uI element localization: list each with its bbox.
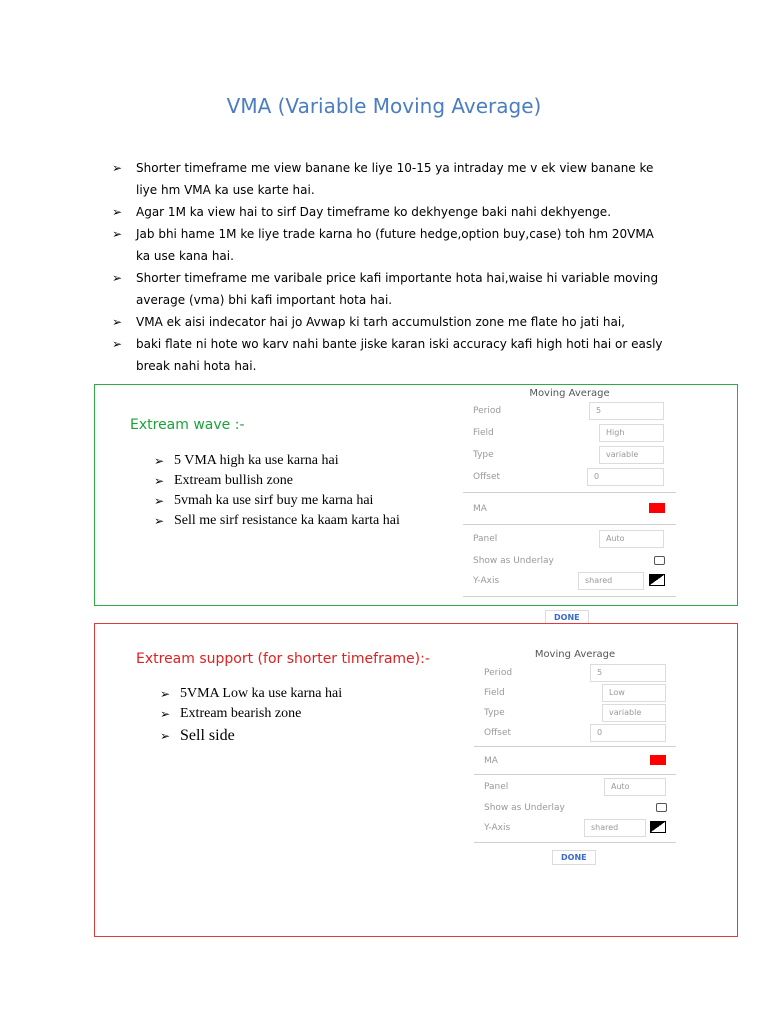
type-label: Type — [473, 450, 494, 460]
offset-row — [463, 468, 676, 488]
panel-title: Moving Average — [534, 649, 616, 660]
list-item — [160, 704, 342, 724]
period-label: Period — [484, 668, 513, 678]
period-input[interactable]: 5 — [589, 402, 664, 420]
intro-bullet — [112, 157, 672, 201]
list-item — [154, 471, 400, 491]
yaxis-label: Y-Axis — [473, 576, 500, 586]
ma-row — [474, 752, 676, 772]
arrow-bullet-icon: ➢ — [112, 205, 123, 219]
offset-row — [474, 724, 676, 744]
arrow-bullet-icon: ➢ — [160, 687, 171, 701]
panel-row — [463, 530, 676, 550]
intro-bullet — [112, 201, 672, 223]
field-label: Field — [473, 428, 494, 438]
page-title: VMA (Variable Moving Average) — [226, 94, 542, 118]
arrow-bullet-icon: ➢ — [154, 494, 165, 508]
intro-bullet-text: Shorter timeframe me view banane ke liye 10-15 ya intraday me v ek view banane ke — [136, 161, 654, 175]
extream-support-list — [160, 684, 342, 748]
arrow-bullet-icon: ➢ — [160, 707, 171, 721]
list-item — [154, 511, 400, 531]
list-item — [154, 451, 400, 471]
arrow-bullet-icon: ➢ — [112, 337, 123, 351]
intro-bullet-list — [112, 157, 672, 377]
ma-color-swatch[interactable] — [649, 503, 665, 513]
panel-label: Panel — [484, 782, 509, 792]
field-row — [474, 684, 676, 704]
underlay-row — [463, 552, 676, 572]
panel-row — [474, 778, 676, 798]
yaxis-select[interactable]: shared — [578, 572, 644, 590]
underlay-checkbox[interactable] — [656, 803, 667, 812]
ma-row — [463, 500, 676, 520]
type-row — [463, 446, 676, 466]
panel-title: Moving Average — [529, 388, 610, 399]
arrow-bullet-icon: ➢ — [112, 227, 123, 241]
period-input[interactable]: 5 — [590, 664, 666, 682]
list-item-text: 5 VMA high ka use karna hai — [174, 453, 339, 468]
intro-bullet-text: liye hm VMA ka use karte hai. — [136, 183, 315, 197]
type-select[interactable]: variable — [602, 704, 666, 722]
list-item — [154, 491, 400, 511]
list-item-text: Extream bullish zone — [174, 473, 293, 488]
offset-input[interactable]: 0 — [590, 724, 666, 742]
period-row — [474, 664, 676, 684]
intro-bullet-text: Shorter timeframe me varibale price kafi importante hota hai,waise hi variable moving — [136, 271, 659, 285]
underlay-label: Show as Underlay — [473, 556, 554, 566]
divider — [474, 774, 676, 775]
intro-bullet — [112, 333, 672, 377]
intro-bullet — [112, 223, 672, 267]
extream-wave-list — [154, 451, 400, 531]
moving-average-settings-panel — [474, 648, 676, 844]
intro-bullet-text: break nahi hota hai. — [136, 359, 257, 373]
intro-bullet-text: average (vma) bhi kafi important hota hai. — [136, 293, 393, 307]
arrow-bullet-icon: ➢ — [112, 161, 123, 175]
field-select[interactable]: High — [599, 424, 664, 442]
panel-select[interactable]: Auto — [599, 530, 664, 548]
intro-bullet-text: ka use kana hai. — [136, 249, 234, 263]
arrow-bullet-icon: ➢ — [160, 729, 171, 743]
intro-bullet-text: baki flate ni hote wo karv nahi bante jiske karan iski accuracy kafi high hoti hai or easly — [136, 337, 663, 351]
list-item-text: Extream bearish zone — [180, 706, 302, 721]
offset-input[interactable]: 0 — [587, 468, 664, 486]
yaxis-select[interactable]: shared — [584, 819, 646, 837]
period-label: Period — [473, 406, 502, 416]
list-item-text: Sell me sirf resistance ka kaam karta hai — [174, 513, 400, 528]
divider — [474, 746, 676, 747]
done-button[interactable]: DONE — [545, 610, 589, 625]
panel-label: Panel — [473, 534, 498, 544]
list-item-text: Sell side — [180, 727, 235, 744]
intro-bullet-text: Jab bhi hame 1M ke liye trade karna ho (future hedge,option buy,case) toh hm 20VMA — [136, 227, 654, 241]
intro-bullet — [112, 267, 672, 311]
ma-label: MA — [484, 756, 498, 766]
offset-label: Offset — [473, 472, 501, 482]
offset-label: Offset — [484, 728, 512, 738]
underlay-label: Show as Underlay — [484, 803, 565, 813]
ma-color-swatch[interactable] — [650, 755, 666, 765]
panel-select[interactable]: Auto — [604, 778, 666, 796]
intro-bullet-text: VMA ek aisi indecator hai jo Avwap ki tarh accumulstion zone me flate ho jati hai, — [136, 315, 625, 329]
period-row — [463, 402, 676, 422]
underlay-row — [474, 799, 676, 819]
divider — [463, 524, 676, 525]
arrow-bullet-icon: ➢ — [112, 271, 123, 285]
arrow-bullet-icon: ➢ — [112, 315, 123, 329]
arrow-bullet-icon: ➢ — [154, 474, 165, 488]
type-row — [474, 704, 676, 724]
intro-bullet — [112, 311, 672, 333]
field-label: Field — [484, 688, 505, 698]
divider — [463, 596, 676, 597]
extream-support-heading: Extream support (for shorter timeframe):- — [136, 651, 430, 667]
arrow-bullet-icon: ➢ — [154, 514, 165, 528]
field-select[interactable]: Low — [602, 684, 666, 702]
type-label: Type — [484, 708, 505, 718]
yaxis-row — [474, 819, 676, 839]
yaxis-label: Y-Axis — [484, 823, 511, 833]
divider — [463, 492, 676, 493]
field-row — [463, 424, 676, 444]
extream-wave-heading: Extream wave :- — [130, 417, 245, 433]
divider — [474, 842, 676, 843]
axis-position-icon[interactable] — [650, 821, 666, 833]
underlay-checkbox[interactable] — [654, 556, 665, 565]
type-select[interactable]: variable — [599, 446, 664, 464]
list-item-text: 5VMA Low ka use karna hai — [180, 686, 343, 701]
list-item — [160, 684, 342, 704]
axis-position-icon[interactable] — [649, 574, 665, 586]
list-item-text: 5vmah ka use sirf buy me karna hai — [174, 493, 374, 508]
ma-label: MA — [473, 504, 487, 514]
done-button[interactable]: DONE — [552, 850, 596, 865]
moving-average-settings-panel — [463, 386, 676, 600]
arrow-bullet-icon: ➢ — [154, 454, 165, 468]
intro-bullet-text: Agar 1M ka view hai to sirf Day timeframe ko dekhyenge baki nahi dekhyenge. — [136, 205, 612, 219]
list-item — [160, 724, 342, 748]
yaxis-row — [463, 572, 676, 592]
